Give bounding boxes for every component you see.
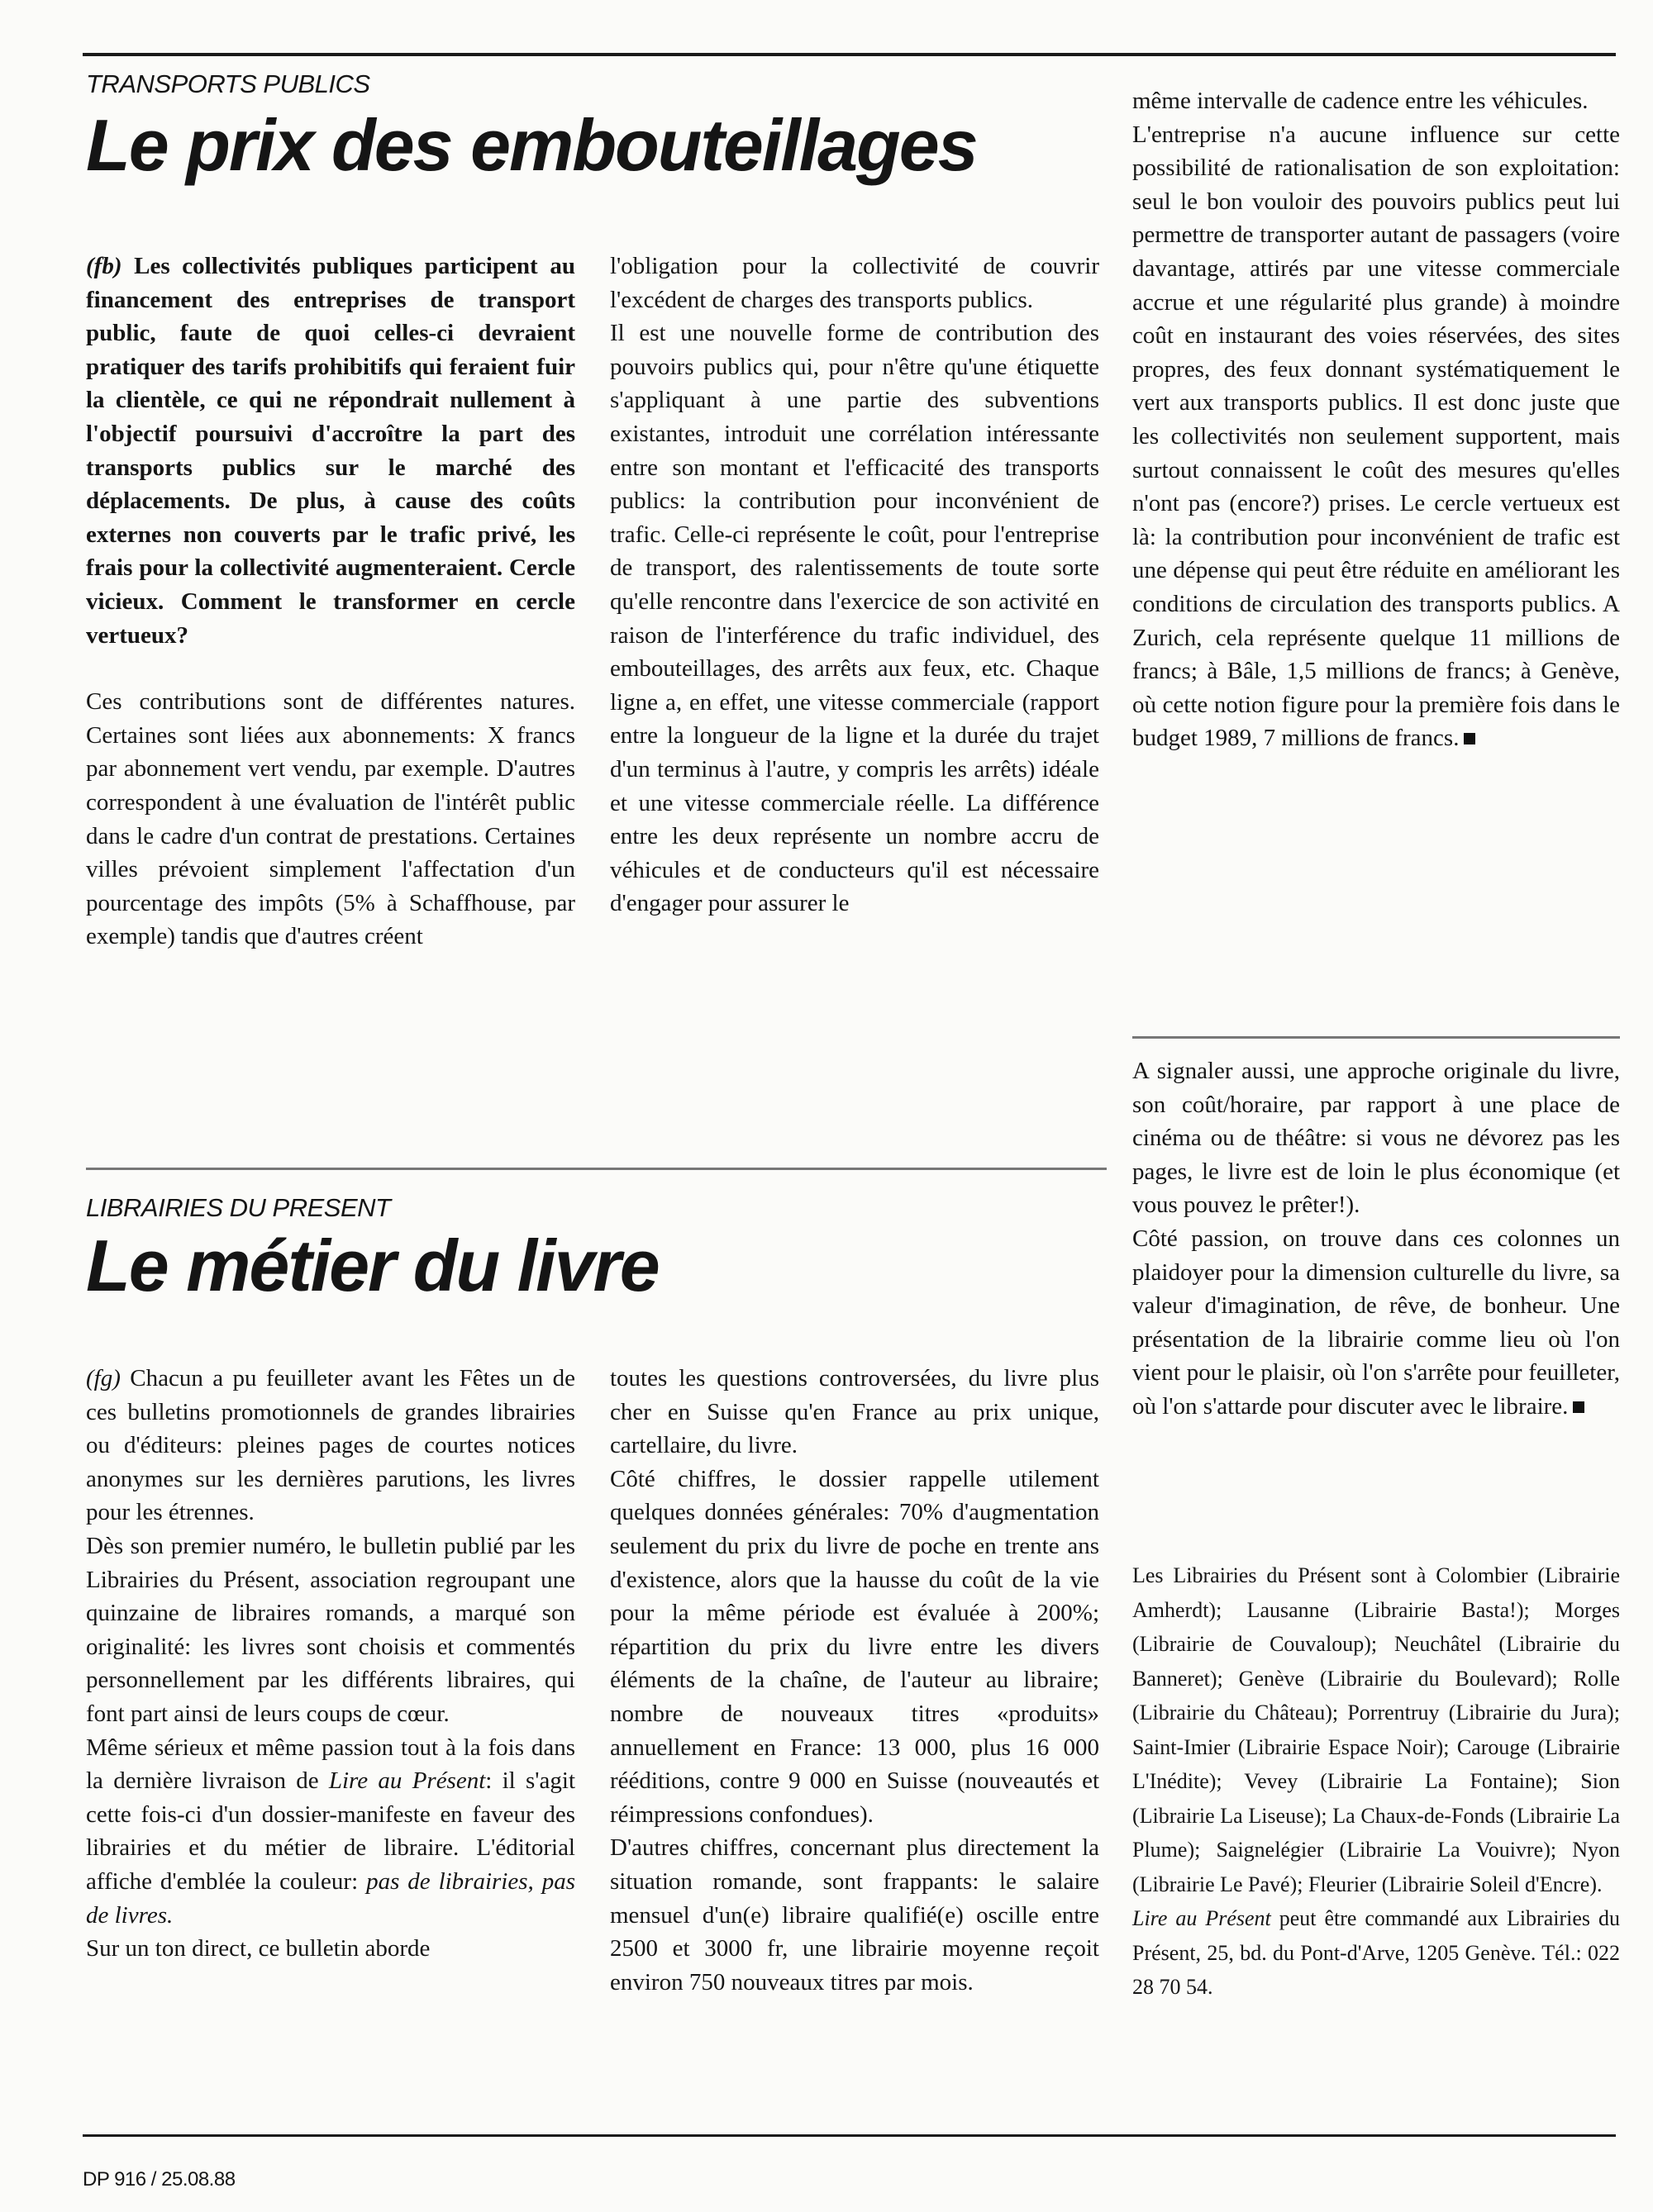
article2-tag: (fg) <box>86 1365 121 1391</box>
article1-paragraph: même intervalle de cadence entre les véhicules. <box>1132 88 1589 114</box>
article2-paragraph: Dès son premier numéro, le bulletin publié par les Librairies du Présent, association regroupant une quinzaine de libraires romands, a marqué son originalité: les livres sont choisis et commentés personnellement par les différents libraires, qui font part ainsi de leurs coups de cœur. <box>86 1532 575 1727</box>
article1-title: Le prix des embouteillages <box>86 104 977 186</box>
article2-paragraph: toutes les questions controversées, du livre plus cher en Suisse qu'en France au prix unique, cartellaire, du livre. <box>610 1365 1099 1459</box>
article2-column-1 <box>86 1362 575 1966</box>
article2-paragraph: Sur un ton direct, ce bulletin aborde <box>86 1935 431 1962</box>
article1-column-2 <box>610 250 1099 920</box>
article2-paragraph: D'autres chiffres, concernant plus directement la situation romande, sont frappants: le salaire mensuel d'un(e) libraire qualifié(e) oscille entre 2500 et 3000 fr, une librairie moyenne reçoit environ 750 nouveaux titres par mois. <box>610 1834 1099 1996</box>
publication-title: Lire au Présent <box>1132 1906 1271 1930</box>
article2-paragraph: Côté chiffres, le dossier rappelle utilement quelques données générales: 70% d'augmentation seulement du prix du livre de poche en trente ans d'existence, alors que la hausse du coût de la vie pour la même période est évaluée à 200%; répartition du prix du livre entre les divers éléments de la chaîne, de l'auteur au libraire; nombre de nouveaux titres «produits» annuellement en France: 13 000, plus 16 000 rééditions, contre 9 000 en Suisse (nouveautés et réimpressions confondues). <box>610 1465 1099 1828</box>
article1-column-3 <box>1132 84 1620 755</box>
article2-column-2 <box>610 1362 1099 1999</box>
article1-paragraph: Ces contributions sont de différentes natures. Certaines sont liées aux abonnements: X francs par abonnement vert vendu, par exemple. D'autres correspondent à une évaluation de l'intérêt public dans le cadre d'un contrat de prestations. Certaines villes prévoient simplement l'affectation d'un pourcentage des impôts (5% à Schaffhouse, par exemple) tandis que d'autres créent <box>86 688 575 950</box>
article1-kicker: TRANSPORTS PUBLICS <box>86 69 370 98</box>
article1-column-1 <box>86 250 575 954</box>
bookshop-list-note <box>1132 1558 1620 2005</box>
column-separator <box>1132 1036 1620 1039</box>
bookshop-list: Les Librairies du Présent sont à Colombier (Librairie Amherdt); Lausanne (Librairie Basta!); Morges (Librairie de Couvaloup); Neuchâtel (Librairie du Banneret); Genève (Librairie du Boulevard); Rolle (Librairie du Château); Porrentruy (Librairie du Jura); Saint-Imier (Librairie Espace Noir); Carouge (Librairie L'Inédite); Vevey (Librairie La Fontaine); Sion (Librairie La Liseuse); La Chaux-de-Fonds (Librairie La Plume); Saignelégier (Librairie La Vouivre); Nyon (Librairie Le Pavé); Fleurier (Librairie Soleil d'Encre). <box>1132 1563 1620 1896</box>
editorial-slogan: pas de librairies, pas de livres. <box>86 1867 575 1929</box>
issue-footer: DP 916 / 25.08.88 <box>83 2168 236 2191</box>
article2-paragraph: (fg) Chacun a pu feuilleter avant les Fêtes un de ces bulletins promotionnels de grandes librairies ou d'éditeurs: pleines pages de courtes notices anonymes sur les dernières parutions, les livres pour les étrennes. <box>86 1365 575 1526</box>
ordering-info: Lire au Présent peut être commandé aux Librairies du Présent, 25, bd. du Pont-d'Arve, 1205 Genève. Tél.: 022 28 70 54. <box>1132 1906 1620 1999</box>
article2-kicker: LIBRAIRIES DU PRESENT <box>86 1193 391 1222</box>
article1-lead <box>86 250 575 652</box>
article-separator <box>86 1168 1107 1170</box>
article1-paragraph: L'entreprise n'a aucune influence sur cette possibilité de rationalisation de son exploitation: seul le bon vouloir des pouvoirs publics peut lui permettre de transporter autant de passagers (voire davantage, attirés par une vitesse commerciale accrue et une régularité plus grande) à moindre coût en instaurant des voies réservées, des sites propres, des feux donnant systématiquement le vert aux transports publics. Il est donc juste que les collectivités non seulement supportent, mais surtout connaissent le coût des mesures qu'elles n'ont pas (encore?) prises. Le cercle vertueux est là: la contribution pour inconvénient de trafic est une dépense qui peut être réduite en améliorant les conditions de circulation des transports publics. A Zurich, cela représente quelque 11 millions de francs; à Bâle, 1,5 millions de francs; à Genève, où cette notion figure pour la première fois dans le budget 1989, 7 millions de francs. <box>1132 121 1620 752</box>
publication-title: Lire au Présent <box>328 1767 486 1795</box>
article2-paragraph: A signaler aussi, une approche originale du livre, son coût/horaire, par rapport à une place de cinéma ou de théâtre: si vous ne dévorez pas les pages, le livre est de loin le plus économique (et vous pouvez le prêter!). <box>1132 1058 1620 1219</box>
article1-lead-tag: (fb) <box>86 253 122 279</box>
top-rule <box>83 53 1616 56</box>
article2-paragraph: Côté passion, on trouve dans ces colonnes un plaidoyer pour la dimension culturelle du livre, sa valeur d'imagination, de rêve, de bonheur. Une présentation de la librairie comme lieu où l'on vient pour le plaisir, où l'on s'arrête pour feuilleter, où l'on s'attarde pour discuter avec le libraire. <box>1132 1225 1620 1420</box>
article1-paragraph: Il est une nouvelle forme de contribution des pouvoirs publics qui, pour n'être qu'une étiquette s'appliquant à une partie des subventions existantes, introduit une corrélation intéressante entre son montant et l'efficacité des transports publics: la contribution pour inconvénient de trafic. Celle-ci représente le coût, pour l'entreprise de transport, des ralentissements de toute sorte qu'elle rencontre dans l'exercice de son activité en raison de l'interférence du trafic individuel, des embouteillages, des arrêts aux feux, etc. Chaque ligne a, en effet, une vitesse commerciale (rapport entre la longueur de la ligne et la durée du trajet d'un terminus à l'autre, y compris les arrêts) idéale et une vitesse commerciale réelle. La différence entre les deux représente un nombre accru de véhicules et de conducteurs qu'il est nécessaire d'engager pour assurer le <box>610 320 1099 917</box>
end-mark-icon <box>1464 733 1475 744</box>
article2-paragraph: Même sérieux et même passion tout à la fois dans la dernière livraison de Lire au Présent: il s'agit cette fois-ci d'un dossier-manifeste en faveur des librairies et du métier de libraire. L'éditorial affiche d'emblée la couleur: pas de librairies, pas de livres. <box>86 1734 575 1929</box>
bottom-rule <box>83 2134 1616 2137</box>
article1-paragraph: l'obligation pour la collectivité de couvrir l'excédent de charges des transports publics. <box>610 253 1099 313</box>
end-mark-icon <box>1573 1401 1584 1413</box>
article2-title: Le métier du livre <box>86 1225 659 1306</box>
article1-lead-text: Les collectivités publiques participent au financement des entreprises de transport public, faute de quoi celles-ci devraient pratiquer des tarifs prohibitifs qui feraient fuir la clientèle, ce qui ne répondrait nullement à l'objectif poursuivi d'accroître la part des transports publics sur le marché des déplacements. De plus, à cause des coûts externes non couverts par le trafic privé, les frais pour la collectivité augmenteraient. Cercle vicieux. Comment le transformer en cercle vertueux? <box>86 253 575 649</box>
article2-column-3 <box>1132 1054 1620 1424</box>
